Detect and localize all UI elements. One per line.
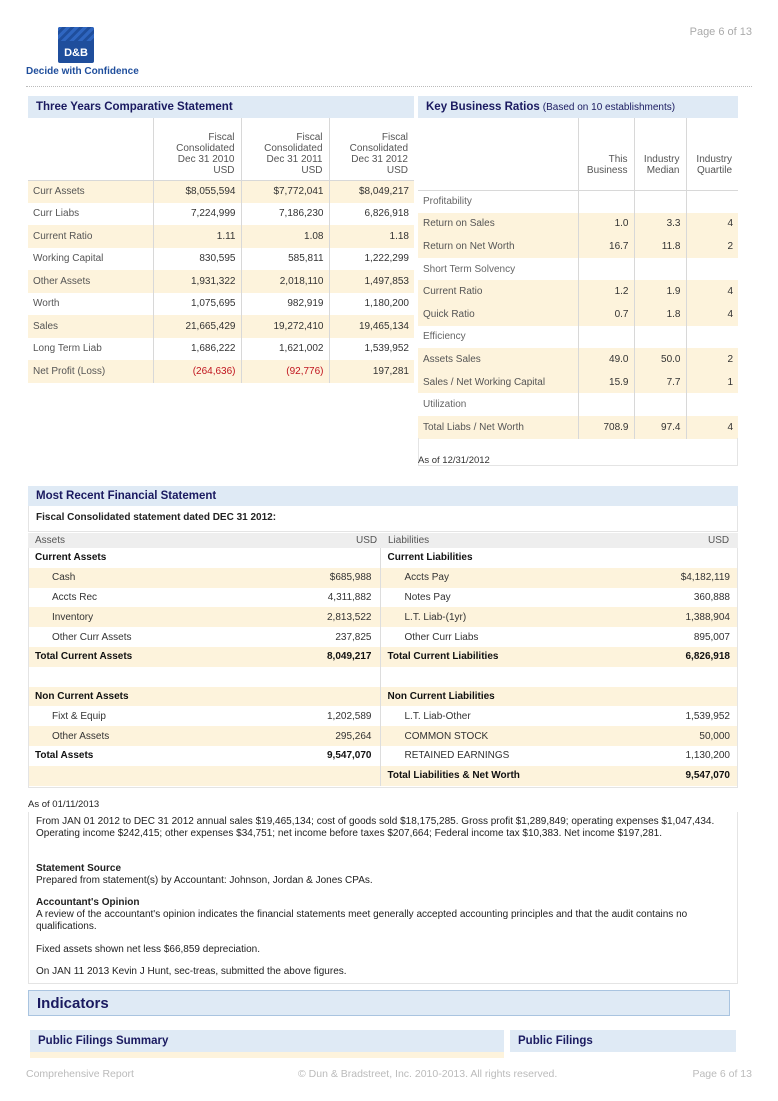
ratios-cell: 0.7 <box>578 303 634 326</box>
financial-table <box>28 548 738 786</box>
financial-label: Total Current Liabilities <box>380 647 560 667</box>
comparative-cell: 1,497,853 <box>329 270 414 293</box>
financial-row <box>28 588 738 608</box>
liabilities-head: Liabilities <box>388 535 430 546</box>
financial-summary: From JAN 01 2012 to DEC 31 2012 annual sales $19,465,134; cost of goods sold $18,175,285. Gross profit $1,289,849; operating expenses $1,047,434. Operating income $242,415; other expenses $34,751; net income before taxes $207,664; Federal income tax $10,383. Net income $197,281. <box>36 816 715 839</box>
financial-subtitle: Fiscal Consolidated statement dated DEC 31 2012: <box>36 512 277 523</box>
comparative-cell: 1,075,695 <box>153 293 241 316</box>
financial-label: L.T. Liab-Other <box>380 706 560 726</box>
comparative-row-label: Other Assets <box>28 270 153 293</box>
ratios-cell: 4 <box>686 213 738 236</box>
ratios-cell <box>634 326 686 349</box>
assets-currency: USD <box>356 535 378 546</box>
financial-label: Accts Rec <box>52 591 98 603</box>
financial-label: Other Curr Assets <box>52 631 132 643</box>
financial-label: Total Liabilities & Net Worth <box>380 766 560 786</box>
financial-amount: 9,547,070 <box>560 766 738 786</box>
comparative-title: Three Years Comparative Statement <box>36 101 233 113</box>
comparative-row <box>28 248 414 271</box>
financial-label <box>28 766 208 786</box>
ratios-cell: 3.3 <box>634 213 686 236</box>
financial-label: Non Current Liabilities <box>380 687 560 707</box>
comparative-cell: 2,018,110 <box>241 270 329 293</box>
comparative-cell: 1.11 <box>153 225 241 248</box>
financial-label: Fixt & Equip <box>52 710 106 722</box>
comparative-cell: 1,539,952 <box>329 338 414 361</box>
financial-as-of: As of 01/11/2013 <box>28 799 100 810</box>
ratios-cell <box>578 326 634 349</box>
financial-amount <box>208 667 380 687</box>
fixed-assets-note: Fixed assets shown net less $66,859 depreciation. <box>36 944 261 955</box>
comparative-row <box>28 203 414 226</box>
ratios-row-label: Return on Net Worth <box>418 235 578 258</box>
ratios-row-label: Sales / Net Working Capital <box>418 371 578 394</box>
comparative-cell: 19,465,134 <box>329 315 414 338</box>
ratios-category-row <box>418 258 738 281</box>
ratios-cell: 49.0 <box>578 348 634 371</box>
ratios-cell: 1.8 <box>634 303 686 326</box>
ratios-note: (Based on 10 establishments) <box>542 101 676 113</box>
financial-amount: 2,813,522 <box>208 607 380 627</box>
financial-row <box>28 687 738 707</box>
ratios-cell: 50.0 <box>634 348 686 371</box>
footer-report-name: Comprehensive Report <box>26 1068 134 1080</box>
ratios-cell <box>634 393 686 416</box>
comparative-row <box>28 293 414 316</box>
financial-row <box>28 548 738 568</box>
comparative-row <box>28 360 414 383</box>
financial-label: Current Assets <box>35 552 107 564</box>
financial-label: Accts Pay <box>380 568 560 588</box>
ratios-cell <box>634 258 686 281</box>
comparative-cell: 1,180,200 <box>329 293 414 316</box>
financial-amount: 4,311,882 <box>327 591 372 603</box>
ratios-cell: 1.2 <box>578 280 634 303</box>
financial-label: Other Assets <box>28 726 208 746</box>
ratios-category-row <box>418 190 738 213</box>
financial-label: RETAINED EARNINGS <box>380 746 560 766</box>
ratios-row-label: Efficiency <box>423 331 466 343</box>
comparative-row <box>28 225 414 248</box>
financial-label: Total Assets <box>35 750 94 762</box>
comparative-col-2011: Fiscal Consolidated Dec 31 2011 USD <box>241 118 329 180</box>
comparative-cell: 1.18 <box>329 225 414 248</box>
financial-label: L.T. Liab-(1yr) <box>380 607 560 627</box>
comparative-row-label: Working Capital <box>33 253 104 265</box>
comparative-row-label: Current Ratio <box>28 225 153 248</box>
comparative-header <box>28 96 414 118</box>
financial-header <box>28 486 738 506</box>
financial-row <box>28 647 738 667</box>
financial-label: Cash <box>28 568 208 588</box>
public-filings-header <box>510 1030 736 1052</box>
ratios-row-label: Short Term Solvency <box>423 263 516 275</box>
financial-amount: 1,388,904 <box>560 607 738 627</box>
ratios-cell <box>578 190 634 213</box>
ratios-row <box>418 213 738 236</box>
ratios-header <box>418 96 738 118</box>
ratios-cell <box>686 258 738 281</box>
header-divider <box>26 86 752 87</box>
ratios-title: Key Business Ratios <box>426 101 540 113</box>
comparative-cell: 21,665,429 <box>153 315 241 338</box>
ratios-row <box>418 348 738 371</box>
ratios-cell: 11.8 <box>634 235 686 258</box>
tagline: Decide with Confidence <box>26 66 139 77</box>
financial-amount <box>208 548 380 568</box>
financial-row <box>28 766 738 786</box>
comparative-cell: 19,272,410 <box>241 315 329 338</box>
ratios-row-label: Utilization <box>423 399 467 411</box>
financial-label: Notes Pay <box>380 588 560 608</box>
financial-amount <box>560 548 738 568</box>
ratios-cell: 4 <box>686 303 738 326</box>
ratios-row-label: Profitability <box>423 196 472 208</box>
financial-row <box>28 607 738 627</box>
comparative-cell: $8,055,594 <box>153 180 241 203</box>
financial-amount: 237,825 <box>335 631 372 643</box>
financial-amount: 9,547,070 <box>327 750 372 762</box>
financial-column-heads <box>28 533 738 548</box>
financial-amount: 360,888 <box>693 591 730 603</box>
ratios-cell: 15.9 <box>578 371 634 394</box>
financial-amount: 1,202,589 <box>327 710 372 722</box>
comparative-cell: 7,186,230 <box>241 203 329 226</box>
comparative-row-label: Curr Assets <box>28 180 153 203</box>
ratios-cell: 708.9 <box>578 416 634 439</box>
financial-amount: 1,130,200 <box>685 750 730 762</box>
comparative-row <box>28 338 414 361</box>
ratios-cell: 1.0 <box>578 213 634 236</box>
comparative-cell: 1,686,222 <box>153 338 241 361</box>
financial-row <box>28 627 738 647</box>
ratios-row <box>418 371 738 394</box>
ratios-cell: 2 <box>686 235 738 258</box>
financial-amount <box>560 667 738 687</box>
comparative-row-label: Worth <box>33 298 60 310</box>
ratios-category-row <box>418 393 738 416</box>
comparative-cell: 1,931,322 <box>153 270 241 293</box>
ratios-table <box>418 118 738 439</box>
ratios-col-quartile: Industry Quartile <box>686 118 738 190</box>
ratios-cell <box>578 258 634 281</box>
financial-row <box>28 726 738 746</box>
public-filings-summary-row <box>30 1052 504 1058</box>
ratios-row <box>418 416 738 439</box>
comparative-row-label: Net Profit (Loss) <box>28 360 153 383</box>
ratios-cell: 1 <box>686 371 738 394</box>
indicators-title: Indicators <box>37 994 109 1012</box>
statement-source-text: Prepared from statement(s) by Accountant: Johnson, Jordan & Jones CPAs. <box>36 875 373 886</box>
financial-amount: $685,988 <box>208 568 380 588</box>
comparative-cell: 7,224,999 <box>153 203 241 226</box>
comparative-corner <box>28 118 153 180</box>
liabilities-currency: USD <box>708 535 730 546</box>
ratios-row <box>418 303 738 326</box>
public-filings-title: Public Filings <box>518 1035 593 1047</box>
comparative-row <box>28 180 414 203</box>
public-filings-summary-header <box>30 1030 504 1052</box>
comparative-cell: 1.08 <box>241 225 329 248</box>
financial-amount: 8,049,217 <box>208 647 380 667</box>
financial-label <box>380 667 560 687</box>
statement-source-title: Statement Source <box>36 863 122 874</box>
comparative-row-label: Sales <box>28 315 153 338</box>
ratios-row <box>418 235 738 258</box>
financial-amount: 6,826,918 <box>560 647 738 667</box>
ratios-col-median: Industry Median <box>634 118 686 190</box>
comparative-cell: 197,281 <box>329 360 414 383</box>
financial-label: Non Current Assets <box>28 687 208 707</box>
comparative-cell: 6,826,918 <box>329 203 414 226</box>
ratios-cell <box>686 190 738 213</box>
ratios-cell <box>686 393 738 416</box>
public-filings-summary-title: Public Filings Summary <box>38 1035 169 1047</box>
comparative-cell: $7,772,041 <box>241 180 329 203</box>
ratios-row-label: Current Ratio <box>418 280 578 303</box>
financial-row <box>28 667 738 687</box>
accountant-opinion-text: A review of the accountant's opinion indicates the financial statements meet generally accepted accounting principles and that the audit contains no qualifications. <box>36 909 688 932</box>
ratios-col-business: This Business <box>578 118 634 190</box>
financial-amount: 1,539,952 <box>685 710 730 722</box>
financial-amount <box>560 687 738 707</box>
comparative-row <box>28 270 414 293</box>
financial-row <box>28 746 738 766</box>
comparative-col-2012: Fiscal Consolidated Dec 31 2012 USD <box>329 118 414 180</box>
financial-label: Other Curr Liabs <box>380 627 560 647</box>
comparative-row-label: Curr Liabs <box>33 208 80 220</box>
ratios-cell: 97.4 <box>634 416 686 439</box>
comparative-row-label: Long Term Liab <box>33 343 102 355</box>
financial-title: Most Recent Financial Statement <box>36 490 217 502</box>
ratios-cell <box>686 326 738 349</box>
financial-amount: $4,182,119 <box>560 568 738 588</box>
comparative-row <box>28 315 414 338</box>
financial-amount: 50,000 <box>560 726 738 746</box>
ratios-row-label: Return on Sales <box>418 213 578 236</box>
comparative-cell: $8,049,217 <box>329 180 414 203</box>
financial-amount <box>208 766 380 786</box>
comparative-cell: 1,621,002 <box>241 338 329 361</box>
ratios-cell: 2 <box>686 348 738 371</box>
comparative-cell: (264,636) <box>153 360 241 383</box>
ratios-category-row <box>418 326 738 349</box>
ratios-cell: 4 <box>686 416 738 439</box>
comparative-cell: 982,919 <box>241 293 329 316</box>
financial-label: Total Current Assets <box>28 647 208 667</box>
comparative-cell: 1,222,299 <box>329 248 414 271</box>
page-number-top: Page 6 of 13 <box>689 26 752 38</box>
submitted-note: On JAN 11 2013 Kevin J Hunt, sec-treas, submitted the above figures. <box>36 966 347 977</box>
ratios-corner <box>418 118 578 190</box>
ratios-cell <box>578 393 634 416</box>
ratios-cell: 16.7 <box>578 235 634 258</box>
financial-row <box>28 568 738 588</box>
ratios-cell: 4 <box>686 280 738 303</box>
financial-amount: 895,007 <box>693 631 730 643</box>
ratios-cell: 7.7 <box>634 371 686 394</box>
financial-amount: 295,264 <box>208 726 380 746</box>
comparative-cell: (92,776) <box>241 360 329 383</box>
financial-label: Current Liabilities <box>380 548 560 568</box>
financial-label <box>28 667 208 687</box>
footer-page-number: Page 6 of 13 <box>692 1068 752 1080</box>
ratios-row-label: Total Liabs / Net Worth <box>418 416 578 439</box>
financial-label: COMMON STOCK <box>380 726 560 746</box>
financial-row <box>28 706 738 726</box>
dnb-logo: D&B <box>58 27 94 63</box>
footer-copyright: © Dun & Bradstreet, Inc. 2010-2013. All rights reserved. <box>298 1068 558 1080</box>
ratios-cell <box>634 190 686 213</box>
financial-amount <box>208 687 380 707</box>
ratios-cell: 1.9 <box>634 280 686 303</box>
financial-label: Inventory <box>28 607 208 627</box>
ratios-row-label: Assets Sales <box>418 348 578 371</box>
accountant-opinion-title: Accountant's Opinion <box>36 897 140 908</box>
comparative-col-2010: Fiscal Consolidated Dec 31 2010 USD <box>153 118 241 180</box>
assets-head: Assets <box>35 535 66 546</box>
comparative-cell: 830,595 <box>153 248 241 271</box>
ratios-row <box>418 280 738 303</box>
comparative-table <box>28 118 414 383</box>
ratios-row-label: Quick Ratio <box>418 303 578 326</box>
indicators-header <box>28 990 730 1016</box>
ratios-as-of: As of 12/31/2012 <box>418 455 490 466</box>
comparative-cell: 585,811 <box>241 248 329 271</box>
